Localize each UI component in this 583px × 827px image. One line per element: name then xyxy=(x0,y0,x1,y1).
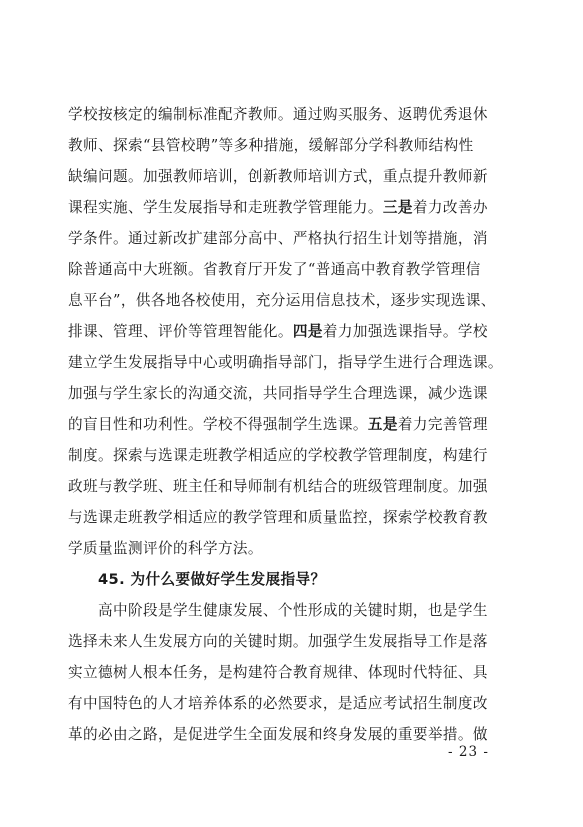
text-run: 学质量监测评价的科学方法。 xyxy=(68,540,263,557)
text-line xyxy=(68,316,520,347)
text-run: 加强与学生家长的沟通交流，共同指导学生合理选课，减少选课 xyxy=(68,385,488,402)
text-line xyxy=(68,595,520,626)
text-line xyxy=(68,657,520,688)
text-line xyxy=(68,223,520,254)
page-number: - 23 - xyxy=(448,744,489,760)
text-run: 制度。探索与选课走班教学相适应的学校教学管理制度，构建行 xyxy=(68,447,488,464)
text-run: 学条件。通过新改扩建部分高中、严格执行招生计划等措施，消 xyxy=(68,230,488,247)
text-run: 高中阶段是学生健康发展、个性形成的关键时期，也是学生 xyxy=(98,602,488,619)
text-run: 实立德树人根本任务，是构建符合教育规律、体现时代特征、具 xyxy=(68,664,488,681)
text-line xyxy=(68,471,520,502)
text-line xyxy=(68,285,520,316)
text-run: 选择未来人生发展方向的关键时期。加强学生发展指导工作是落 xyxy=(68,633,488,650)
text-run: 政班与教学班、班主任和导师制有机结合的班级管理制度。加强 xyxy=(68,478,488,495)
question-heading: 45. 为什么要做好学生发展指导？ xyxy=(98,571,326,588)
text-run: 学校按核定的编制标准配齐教师。通过购买服务、返聘优秀退休 xyxy=(68,106,488,123)
text-run: 的盲目性和功利性。学校不得强制学生选课。 xyxy=(68,416,368,433)
text-line xyxy=(68,130,520,161)
bold-keyword: 五是 xyxy=(367,416,398,433)
bold-keyword: 三是 xyxy=(382,199,413,216)
text-run: 排课、管理、评价等管理智能化。 xyxy=(68,323,293,340)
text-run: 着力完善管理 xyxy=(397,416,488,433)
text-run: 革的必由之路，是促进学生全面发展和终身发展的重要举措。做 xyxy=(68,726,488,743)
text-run: 有中国特色的人才培养体系的必然要求，是适应考试招生制度改 xyxy=(68,695,488,712)
text-run: 除普通高中大班额。省教育厅开发了“普通高中教育教学管理信 xyxy=(68,261,481,278)
text-run: 着力改善办 xyxy=(412,199,488,216)
text-run: 课程实施、学生发展指导和走班教学管理能力。 xyxy=(68,199,383,216)
text-line xyxy=(68,626,520,657)
text-line xyxy=(68,378,520,409)
text-line xyxy=(68,409,520,440)
text-line xyxy=(68,161,520,192)
text-line xyxy=(68,192,520,223)
text-run: 与选课走班教学相适应的教学管理和质量监控，探索学校教育教 xyxy=(68,509,488,526)
text-line xyxy=(68,502,520,533)
answer-paragraph xyxy=(68,595,520,750)
text-line xyxy=(68,440,520,471)
text-run: 息平台”，供各地各校使用，充分运用信息技术，逐步实现选课、 xyxy=(68,292,496,309)
text-run: 缺编问题。加强教师培训，创新教师培训方式，重点提升教师新 xyxy=(68,168,488,185)
text-run: 建立学生发展指导中心或明确指导部门，指导学生进行合理选课。 xyxy=(68,354,503,371)
text-run: 教师、探索“县管校聘”等多种措施，缓解部分学科教师结构性 xyxy=(68,137,474,154)
text-run: 着力加强选课指导。学校 xyxy=(322,323,488,340)
bold-keyword: 四是 xyxy=(292,323,323,340)
text-line xyxy=(68,688,520,719)
text-line xyxy=(68,533,520,564)
text-line xyxy=(68,347,520,378)
text-line xyxy=(68,254,520,285)
section-paragraph xyxy=(68,99,520,564)
text-line xyxy=(68,99,520,130)
body-text xyxy=(68,99,520,750)
